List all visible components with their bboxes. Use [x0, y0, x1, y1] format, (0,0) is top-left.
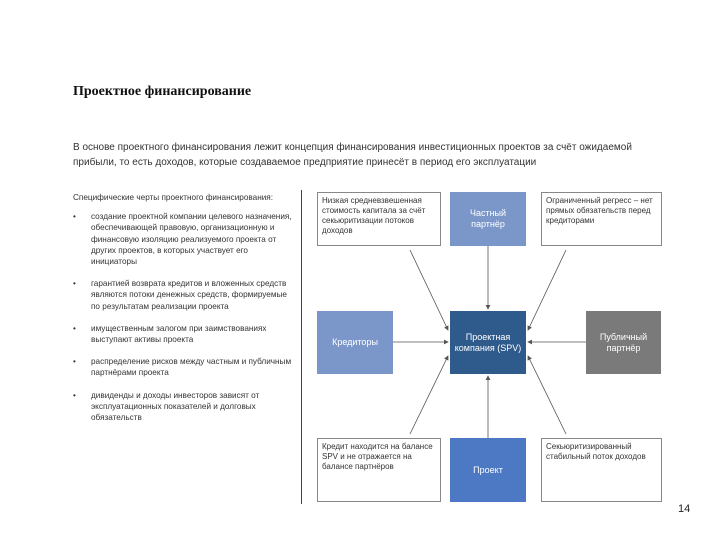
arrow-note-tr [528, 250, 566, 330]
slide-title: Проектное финансирование [73, 84, 252, 99]
private-partner-box: Частный партнёр [450, 192, 526, 246]
arrow-note-tl [410, 250, 448, 330]
spv-box: Проектная компания (SPV) [450, 311, 526, 374]
note-top-right: Ограниченный регресс – нет прямых обязательств перед кредиторами [541, 192, 662, 246]
page-number: 14 [678, 503, 691, 515]
note-bottom-right: Секьюритизированный стабильный поток доходов [541, 438, 662, 502]
project-box: Проект [450, 438, 526, 502]
features-heading: Специфические черты проектного финансирования: [73, 193, 273, 202]
intro-text: В основе проектного финансирования лежит концепция финансирования инвестиционных проектов за счёт ожидаемой прибыли, то есть доходов, которые создаваемое предприятие принесёт в период его эксплуатации [73, 142, 632, 168]
arrow-note-bl [410, 356, 448, 434]
list-item: • распределение рисков между частным и публичным партнёрами проекта [73, 356, 295, 378]
list-item: • гарантией возврата кредитов и вложенных средств являются потоки денежных средств, формируемые по результатам реализации проекта [73, 278, 295, 312]
note-top-left: Низкая средневзвешенная стоимость капитала за счёт секьюритизации потоков доходов [317, 192, 441, 246]
public-partner-box: Публичный партнёр [586, 311, 661, 374]
creditors-box: Кредиторы [317, 311, 393, 374]
arrow-note-br [528, 356, 566, 434]
list-item: • дивиденды и доходы инвесторов зависят от эксплуатационных показателей и долговых обязательств [73, 390, 295, 424]
list-item: • создание проектной компании целевого назначения, обеспечивающей правовую, организационную и финансовую изоляцию реализуемого проекта от других проектов, в которых участвует его инициаторы [73, 211, 295, 267]
list-item: • имущественным залогом при заимствованиях выступают активы проекта [73, 323, 295, 345]
note-bottom-left: Кредит находится на балансе SPV и не отражается на балансе партнёров [317, 438, 441, 502]
